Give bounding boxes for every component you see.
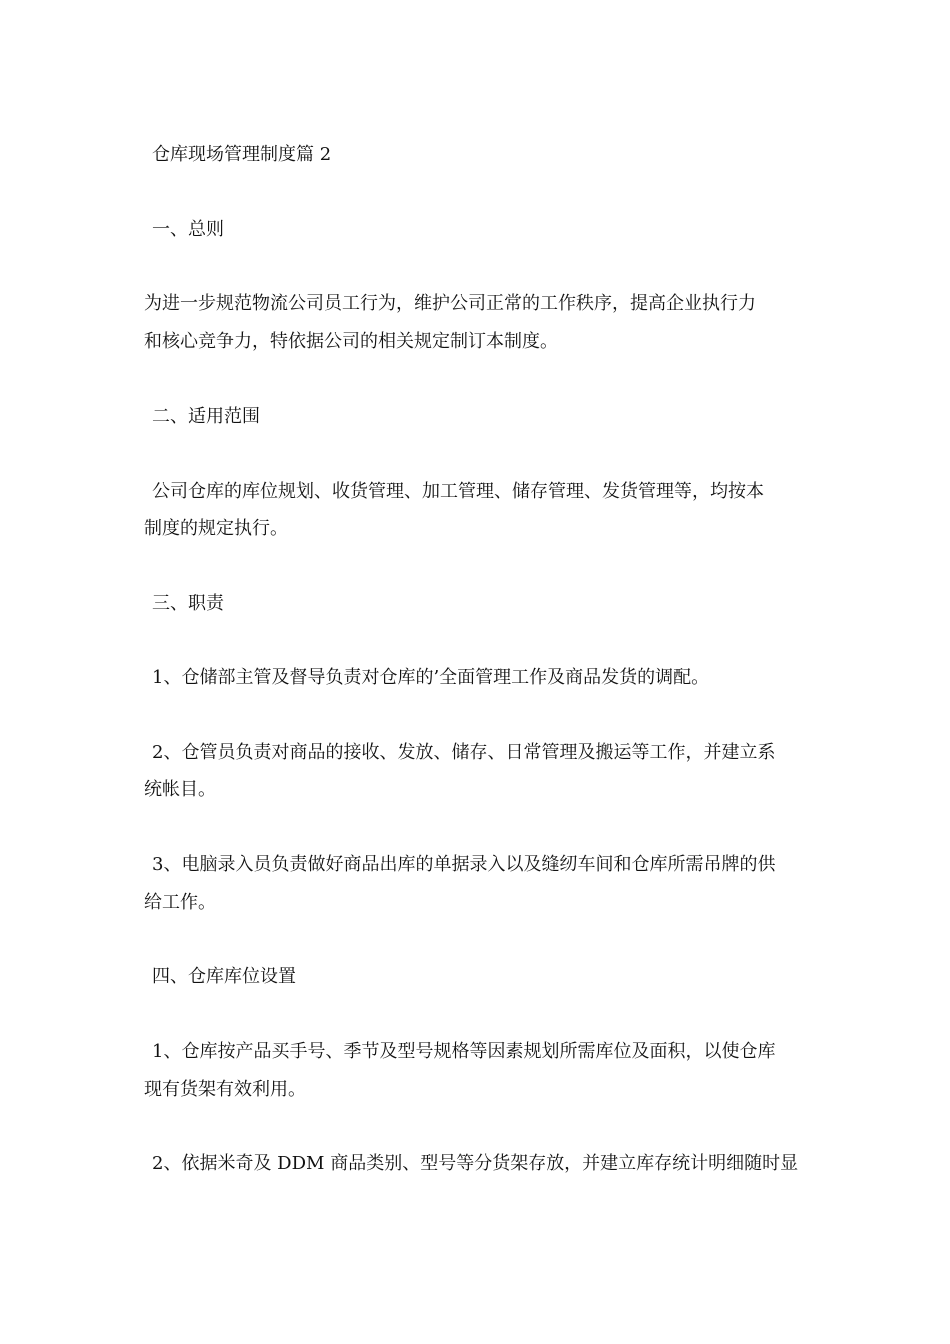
duties-item-2-line-1: 2、仓管员负责对商品的接收、发放、储存、日常管理及搬运等工作，并建立系 [152,742,776,763]
section-scope-paragraph-line-2: 制度的规定执行。 [144,518,288,539]
duties-item-3-line-2: 给工作。 [144,892,216,913]
document-title: 仓库现场管理制度篇 2 [152,144,332,165]
section-general-paragraph-line-2: 和核心竞争力，特依据公司的相关规定制订本制度。 [144,331,558,352]
section-heading-scope: 二、适用范围 [152,406,260,427]
location-item-2-line-1: 2、依据米奇及 DDM 商品类别、型号等分货架存放，并建立库存统计明细随时显 [152,1153,799,1174]
section-heading-general: 一、总则 [152,219,224,240]
section-heading-location-setup: 四、仓库库位设置 [152,966,296,987]
duties-item-3-line-1: 3、电脑录入员负责做好商品出库的单据录入以及缝纫车间和仓库所需吊牌的供 [152,854,776,875]
section-heading-duties: 三、职责 [152,593,224,614]
duties-item-1: 1、仓储部主管及督导负责对仓库的’全面管理工作及商品发货的调配。 [152,667,710,688]
section-scope-paragraph-line-1: 公司仓库的库位规划、收货管理、加工管理、储存管理、发货管理等，均按本 [152,481,764,502]
location-item-1-line-1: 1、仓库按产品买手号、季节及型号规格等因素规划所需库位及面积，以使仓库 [152,1041,776,1062]
duties-item-2-line-2: 统帐目。 [144,779,216,800]
section-general-paragraph-line-1: 为进一步规范物流公司员工行为，维护公司正常的工作秩序，提高企业执行力 [144,293,756,314]
location-item-1-line-2: 现有货架有效利用。 [144,1079,306,1100]
